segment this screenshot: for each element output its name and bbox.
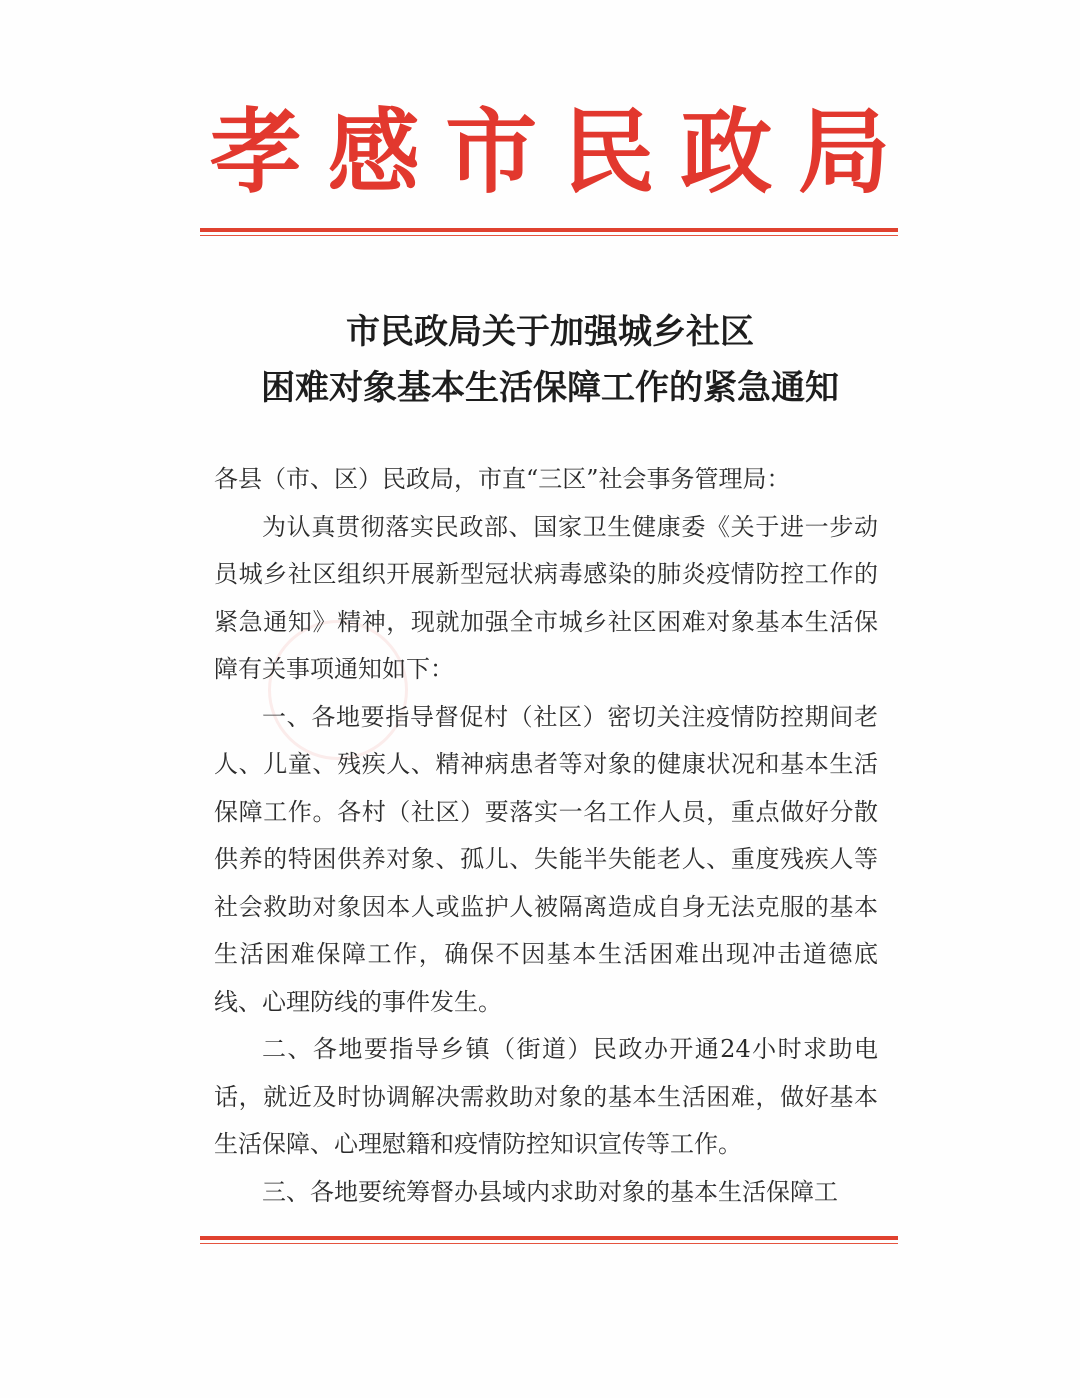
paragraph-item-1: 一、各地要指导督促村（社区）密切关注疫情防控期间老人、儿童、残疾人、精神病患者等对象的健康状况和基本生活保障工作。各村（社区）要落实一名工作人员，重点做好分散供养的特困供养对象、孤儿、失能半失能老人、重度残疾人等社会救助对象因本人或监护人被隔离造成自身无法克服的基本生活困难保障工作，确保不因基本生活困难出现冲击道德底线、心理防线的事件发生。 [214, 702, 878, 1016]
header-char-5: 政 [680, 99, 773, 206]
salutation: 各县（市、区）民政局，市直“三区”社会事务管理局： [214, 465, 791, 493]
paragraph-intro: 为认真贯彻落实民政部、国家卫生健康委《关于进一步动员城乡社区组织开展新型冠状病毒感染的肺炎疫情防控工作的紧急通知》精神，现就加强全市城乡社区困难对象基本生活保障有关事项通知如下： [214, 512, 878, 683]
header-red-rule [200, 228, 898, 236]
document-title [180, 304, 920, 416]
header-char-3: 市 [445, 99, 538, 206]
header-char-1: 孝 [210, 99, 303, 206]
document-body [214, 456, 878, 1216]
header-char-4: 民 [562, 99, 655, 206]
issuing-authority-header [210, 98, 890, 208]
header-char-6: 局 [797, 99, 890, 206]
document-title-line-1: 市民政局关于加强城乡社区 [346, 312, 754, 352]
document-title-line-2: 困难对象基本生活保障工作的紧急通知 [261, 368, 839, 408]
footer-red-rule [200, 1236, 898, 1244]
paragraph-item-3: 三、各地要统筹督办县域内求助对象的基本生活保障工 [262, 1177, 838, 1206]
paragraph-item-2: 二、各地要指导乡镇（街道）民政办开通24小时求助电话，就近及时协调解决需救助对象的基本生活困难，做好基本生活保障、心理慰籍和疫情防控知识宣传等工作。 [214, 1035, 878, 1158]
header-char-2: 感 [327, 99, 420, 206]
